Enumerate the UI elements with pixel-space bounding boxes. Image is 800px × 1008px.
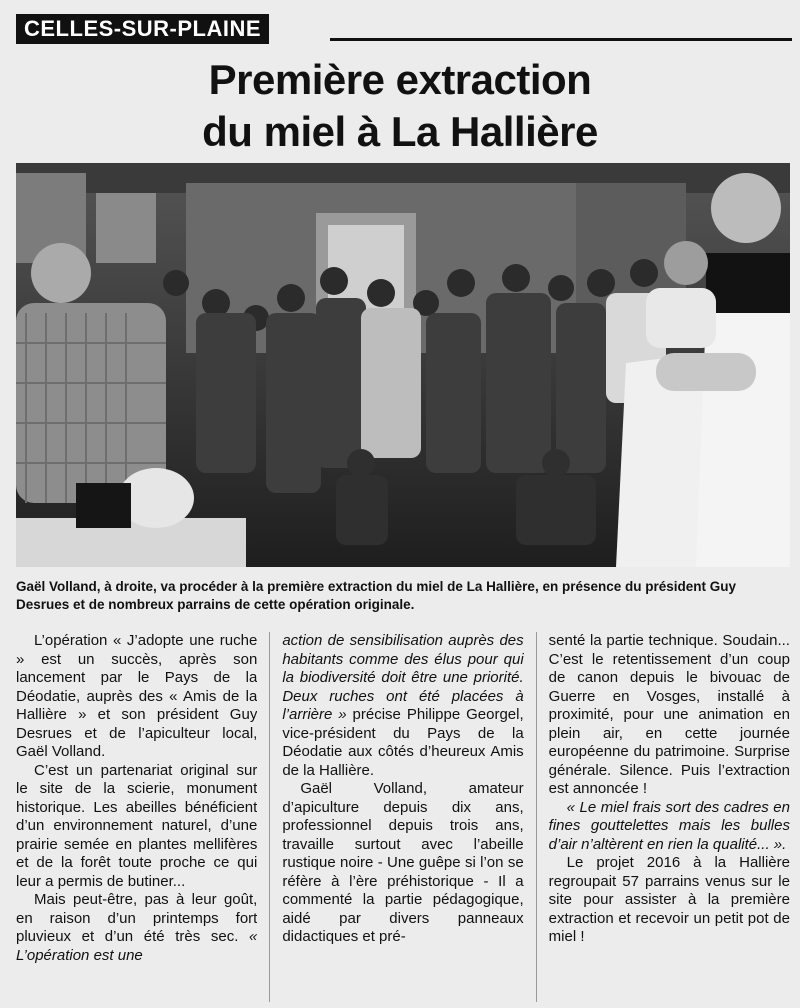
paragraph [16, 891, 257, 965]
paragraph-text: Mais peut-être, pas à leur goût, en raison d’un printemps fort pluvieux et d’un été très sec. [16, 891, 258, 945]
paragraph: senté la partie technique. Soudain... C’est le retentissement d’un coup de canon depuis le bivouac de Guerre en Vosges, installé à proximité, pour une animation en plein air, en cette journée européenne du patrimoine. Surprise générale. Silence. Puis l’extraction est annoncée ! [548, 632, 790, 797]
column-rule [269, 632, 270, 1002]
body-column-3 [549, 632, 790, 1002]
body-column-1 [16, 632, 257, 1002]
kicker-rule [330, 38, 792, 41]
paragraph [282, 632, 523, 780]
paragraph: Gaël Volland, amateur d’apiculture depuis dix ans, professionnel depuis trois ans, travaille surtout avec l’abeille rustique noire - Une guêpe si l’on se réfère à l’ère préhistorique - Il a commenté la partie pédagogique, aidé par divers panneaux didactiques et pré- [282, 780, 524, 945]
quote-text: action de sensibilisation auprès des habitants comme des élus pour qui la biodiversité doit être une priorité. Deux ruches ont été placées à l’arrière » [282, 632, 524, 723]
paragraph: L’opération « J’adopte une ruche » est un succès, après son lancement par le Pays de la Déodatie, auprès des « Amis de la Hallière » et son président Guy Desrues et de l’apiculteur local, Gaël Volland. [16, 632, 258, 760]
headline [0, 54, 800, 158]
paragraph: C’est un partenariat original sur le site de la scierie, monument historique. Les abeilles bénéficient d’un environnement naturel, d’une prairie semée en plantes mellifères et de la forêt toute proche ce qui leur a permis de butiner... [16, 761, 258, 890]
paragraph-text: précise Philippe Georgel, vice-président du Pays de la Déodatie aux côtés d’heureux Amis de la Hallière. [282, 706, 524, 779]
article-photo [16, 163, 790, 567]
quote-paragraph: « Le miel frais sort des cadres en fines gouttelettes mais les bulles d’air n’altèrent en rien la qualité... ». [548, 798, 790, 853]
column-rule [536, 632, 537, 1002]
headline-line-2: du miel à La Hallière [202, 108, 598, 155]
section-kicker: CELLES-SUR-PLAINE [16, 14, 269, 44]
photo-caption: Gaël Volland, à droite, va procéder à la première extraction du miel de La Hallière, en présence du président Guy Desrues et de nombreux parrains de cette opération originale. [16, 579, 736, 612]
quote-text: « L’opération est une [16, 928, 258, 964]
paragraph: Le projet 2016 à la Hallière regroupait 57 parrains venus sur le site pour assister à la première extraction et recevoir un petit pot de miel ! [548, 854, 790, 945]
body-column-2 [282, 632, 523, 1002]
photo-illustration [16, 163, 790, 567]
article-body [16, 632, 790, 1002]
headline-line-1: Première extraction [208, 56, 592, 103]
